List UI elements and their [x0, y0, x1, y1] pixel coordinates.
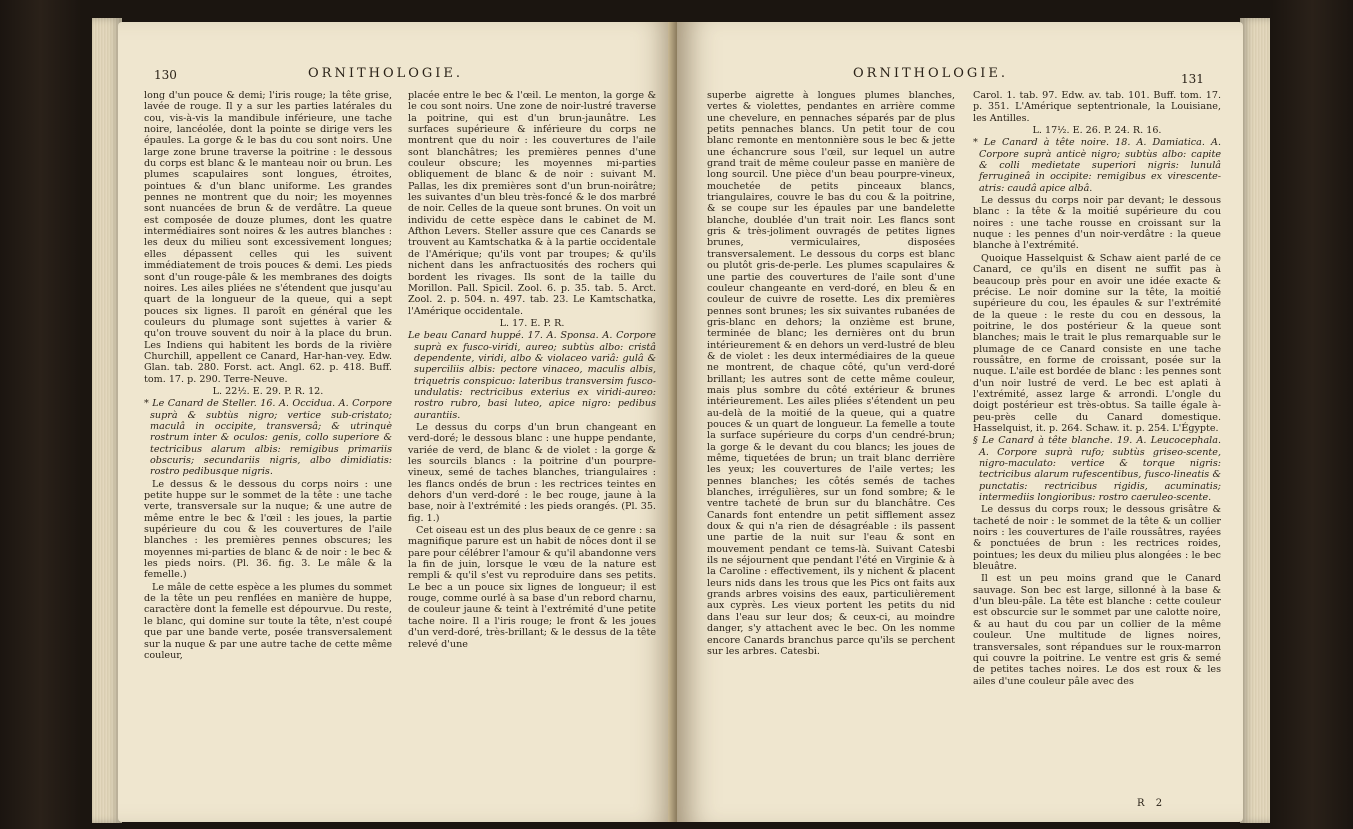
measurement-line: L. 17½. E. 26. P. 24. R. 16.: [1032, 125, 1162, 137]
right-page-number: 131: [1181, 72, 1204, 86]
right-page-edges: [1240, 18, 1270, 823]
left-page-number: 130: [154, 68, 177, 82]
paragraph: Le dessus & le dessous du corps noirs : une petite huppe sur le sommet de la tête : une tache verte, transversale sur la nuque; & une autre de même entre le bec & l'œil : les joues, la partie supérieure du cou & les couvertures de l'aile blanches : les premières pennes obscures; les moyennes mi-parties de blanc & de noir : le bec & les pieds noirs. (Pl. 36. fig. 3. Le mâle & la femelle.): [144, 478, 392, 581]
paragraph: long d'un pouce & demi; l'iris rouge; la tête grise, lavée de rouge. Il y a sur les parties latérales du cou, vis-à-vis la mandibule inférieure, une tache noire, lancéolée, dont la pointe se dirige vers les épaules. La gorge & le bas du cou sont noirs. Une large zone brune traverse la poitrine : le dessous du corps est blanc & le manteau noir ou brun. Les plumes scapulaires sont longues, étroites, pointues & d'un blanc uniforme. Les grandes pennes ne montrent que du noir; les moyennes sont nuancées de brun & de verdâtre. La queue est composée de douze plumes, dont les quatre intermédiaires sont noires & les autres blanches : les deux du milieu sont excessivement longues; elles dépassent celles qui les suivent immédiatement de trois pouces & demi. Les pieds sont d'un rouge-pâle & les membranes des doigts noires. Les ailes pliées ne s'étendent que jusqu'au quart de la longueur de la queue, qui a sept pouces six lignes. Il paroît en général que les couleurs du plumage sont sujettes à varier & qu'on trouve souvent du noir à la place du brun. Les Indiens qui habitent les bords de la rivière Churchill, appellent ce Canard, Har-han-vey. Edw. Glan. tab. 280. Forst. act. Angl. 62. p. 418. Buff. tom. 17. p. 290. Terre-Neuve.: [144, 90, 392, 385]
species-entry: * Le Canard de Steller. 16. A. Occidua. A. Corpore suprà & subtùs nigro; vertice sub-cristato; maculâ in occipite, transversâ; & utrinquè rostrum inter & oculos: genis, collo superiore & tectricibus alarum albis: remigibus primariis obscuris; secundariis nigris, albo dimidiatis: rostro pedibusque nigris.: [144, 398, 392, 478]
right-column-1: [707, 90, 955, 658]
paragraph: Le dessus du corps roux; le dessous grisâtre & tacheté de noir : le sommet de la tête & un collier noirs : les couvertures de l'aile roussâtres, rayées & ponctuées de brun : les rectrices roides, pointues; les deux du milieu plus alongées : le bec bleuâtre.: [973, 504, 1221, 573]
left-column-2: [408, 90, 656, 651]
paragraph: placée entre le bec & l'œil. Le menton, la gorge & le cou sont noirs. Une zone de noir-lustré traverse la poitrine, qui est d'un brun-jaunâtre. Les surfaces supérieure & inférieure du corps ne montrent que du noir : les couvertures de l'aile sont blanchâtres; les premières pennes d'une couleur obscure; les moyennes mi-parties obliquement de blanc & de noir : suivant M. Pallas, les dix premières sont d'un brun-noirâtre; les suivantes d'un bleu très-foncé & le dos marbré de noir. Celles de la queue sont brunes. On voit un individu de cette espèce dans le cabinet de M. Afthon Levers. Steller assure que ces Canards se trouvent au Kamtschatka & à la partie occidentale de l'Amérique; qu'ils vont par troupes; & qu'ils nichent dans les anfractuosités des rochers qui bordent les rivages. Ils sont de la taille du Morillon. Pall. Spicil. Zool. 6. p. 35. tab. 5. Arct. Zool. 2. p. 504. n. 497. tab. 23. Le Kamtschatka, l'Amérique occidentale.: [408, 90, 656, 317]
paragraph: superbe aigrette à longues plumes blanches, vertes & violettes, pendantes en arrière comme une chevelure, en pennaches séparés par de plus petits pennaches blancs. Un petit tour de cou blanc remonte en mentonnière sous le bec & jette une échancrure sous l'œil, sur lequel un autre grand trait de même couleur passe en manière de long sourcil. Une pièce d'un beau pourpre-vineux, mouchetée de petits pinceaux blancs, triangulaires, couvre le bas du cou & la poitrine, & se coupe sur les épaules par une bandelette blanche, doublée d'un trait noir. Les flancs sont gris & très-joliment ouvragés de petites lignes brunes, vermiculaires, disposées transversalement. Le dessous du corps est blanc ou plutôt gris-de-perle. Les plumes scapulaires & une partie des couvertures de l'aile sont d'une couleur changeante en verd-doré, en bleu & en couleur de cuivre de rosette. Les dix premières pennes sont brunes; les six suivantes rubanées de gris-blanc en dehors; la onzième est brune, terminée de blanc; les dernières ont du brun intérieurement & en dehors un verd-lustré de bleu & de violet : les deux intermédiaires de la queue ne montrent, de chaque côté, qu'un verd-doré brillant; les autres sont de cette même couleur, mais plus sombre du côté extérieur & brunes intérieurement. Les ailes pliées s'étendent un peu au-delà de la moitié de la queue, qui a quatre pouces & un quart de longueur. La femelle a toute la surface supérieure du corps d'un cendré-brun; la gorge & le devant du cou blancs; les joues de même, tiquetées de brun; un trait blanc derrière les yeux; les couvertures de l'aile vertes; les pennes blanches; les côtés semés de taches blanches, irrégulières, sur un fond sombre; & le ventre tacheté de brun sur du blanchâtre. Ces Canards font entendre un petit sifflement assez doux & qui n'a rien de désagréable : ils passent une partie de la nuit sur l'eau & sont en mouvement pendant ce tems-là. Suivant Catesbi ils ne séjournent que pendant l'été en Virginie & à la Caroline : effectivement, ils y nichent & placent leurs nids dans les trous que les Pics ont faits aux grands arbres voisins des eaux, particulièrement aux cyprès. Les vieux portent les petits du nid dans l'eau sur leur dos; & ceux-ci, au moindre danger, s'y attachent avec le bec. On les nomme encore Canards branchus parce qu'ils se perchent sur les arbres. Catesbi.: [707, 90, 955, 657]
species-entry: § Le Canard à tête blanche. 19. A. Leucocephala. A. Corpore suprà rufo; subtùs griseo-scente, nigro-maculato: vertice & torque nigris: tectricibus alarum rufescentibus, fusco-lineatis & punctatis: rectricibus rigidis, acuminatis; intermediis longioribus: rostro caeruleo-scente.: [973, 435, 1221, 504]
paragraph: Le dessus du corps d'un brun changeant en verd-doré; le dessous blanc : une huppe pendante, variée de verd, de blanc & de violet : la gorge & les sourcils blancs : la poitrine d'un pourpre-vineux, semé de taches blanches, triangulaires : les flancs ondés de brun : les rectrices teintes en dehors d'un verd-doré : le bec rouge, jaune à la base, noir à l'extrémité : les pieds orangés. (Pl. 35. fig. 1.): [408, 421, 656, 524]
measurement-line: L. 17. E. P. R.: [499, 317, 565, 329]
paragraph: Cet oiseau est un des plus beaux de ce genre : sa magnifique parure est un habit de nôces dont il se pare pour célébrer l'amour & qu'il abandonne vers la fin de juin, lorsque le vœu de la nature est rempli & qu'il s'est vu reproduire dans ses petits. Le bec a un pouce six lignes de longueur; il est rouge, comme ourlé à sa base d'un rebord charnu, de couleur jaune & teint à l'extrémité d'une petite tache noire. Il a l'iris rouge; le front & les joues d'un verd-doré, très-brillant; & le dessus de la tête relevé d'une: [408, 525, 656, 650]
paragraph: Quoique Hasselquist & Schaw aient parlé de ce Canard, ce qu'ils en disent ne suffit pas à beaucoup près pour en avoir une idée exacte & précise. Le noir domine sur la tête, la moitié supérieure du cou, les épaules & sur l'extrémité de la queue : le reste du cou en dessous, la poitrine, le dos postérieur & la queue sont blanches; mais le trait le plus remarquable sur le plumage de ce Canard consiste en une tache roussâtre, en forme de croissant, posée sur la nuque. L'aile est bordée de blanc : les pennes sont d'un noir lustré de verd. Le bec est aplati à l'extrémité, assez large & arrondi. L'ongle du doigt postérieur est très-obtus. Sa taille égale à-peu-près celle du Canard domestique. Hasselquist, it. p. 264. Schaw. it. p. 254. L'Égypte.: [973, 252, 1221, 434]
signature-mark: R 2: [1137, 798, 1167, 809]
right-column-2: [973, 90, 1221, 688]
right-running-head: ORNITHOLOGIE.: [853, 66, 1009, 81]
species-entry: Le beau Canard huppé. 17. A. Sponsa. A. Corpore suprà ex fusco-viridi, aureo; subtùs albo: cristâ dependente, viridi, albo & violaceo variâ: gulâ & superciliis albis: pectore vinaceo, maculis albis, triquetris conspicuo: lateribus transversim fusco-undulatis: rectricibus exterius ex viridi-aureo: rostro rubro, basi luteo, apice nigro: pedibus aurantiis.: [408, 330, 656, 421]
paragraph: Le dessus du corps noir par devant; le dessous blanc : la tête & la moitié supérieure du cou noires : une tache rousse en croissant sur la nuque : les pennes d'un noir-verdâtre : la queue blanche à l'extrémité.: [973, 195, 1221, 252]
paragraph: Carol. 1. tab. 97. Edw. av. tab. 101. Buff. tom. 17. p. 351. L'Amérique septentrionale, la Louisiane, les Antilles.: [973, 90, 1221, 124]
paragraph: Il est un peu moins grand que le Canard sauvage. Son bec est large, sillonné à la base & d'un bleu-pâle. La tête est blanche : cette couleur est obscurcie sur le sommet par une calotte noire, & au haut du cou par un collier de la même couleur. Une multitude de lignes noires, transversales, sont répandues sur le roux-marron qui couvre la poitrine. Le ventre est gris & semé de petites taches noires. Le dos est roux & les ailes d'une couleur pâle avec des: [973, 573, 1221, 687]
measurement-line: L. 22½. E. 29. P. R. 12.: [212, 385, 324, 397]
left-page: [118, 22, 676, 822]
left-column-1: [144, 90, 392, 662]
species-entry: * Le Canard à tête noire. 18. A. Damiatica. A. Corpore suprà anticè nigro; subtùs albo: capite & colli medietate superiori nigris: lunulâ ferrugineâ in occipite: remigibus ex virescente-atris: caudâ apice albâ.: [973, 137, 1221, 194]
paragraph: Le mâle de cette espèce a les plumes du sommet de la tête un peu renflées en manière de huppe, caractère dont la femelle est dépourvue. Du reste, le blanc, qui domine sur toute la tête, n'est coupé que par une bande verte, posée transversalement sur la nuque & par une autre tache de cette même couleur,: [144, 581, 392, 661]
right-page: [677, 22, 1243, 822]
left-running-head: ORNITHOLOGIE.: [308, 66, 464, 81]
